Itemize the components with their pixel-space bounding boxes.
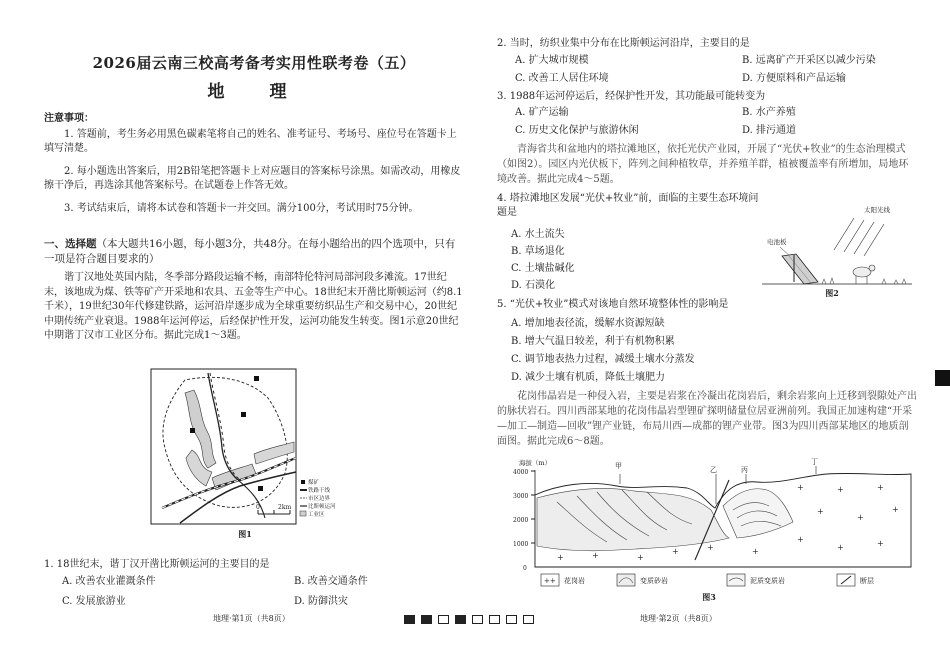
footer-left-page: 地理·第1页（共8页） [213, 614, 290, 623]
page-indicator-square [421, 615, 432, 624]
notice-item-3: 3. 考试结束后，请将本试卷和答题卡一并交回。满分100分，考试用时75分钟。 [64, 203, 419, 214]
point-yi: 乙 [710, 466, 717, 474]
page-indicator-square [489, 615, 500, 624]
svg-text:+: + [592, 551, 599, 560]
q1-option-c: C. 发展旅游业 [62, 596, 126, 607]
figure-1-caption: 图1 [238, 529, 252, 539]
svg-text:+: + [797, 535, 804, 544]
ytick-4000: 4000 [513, 469, 529, 476]
figure-3-caption: 图3 [702, 592, 716, 602]
legend-city-boundary: 市区边界 [308, 496, 331, 502]
figure-1-map [150, 368, 350, 528]
legend-meta-sandstone: 变质砂岩 [640, 577, 668, 585]
passage-1: 谐丁汉地处英国内陆，冬季部分路段运输不畅，南部特伦特河局部河段多滩流。17世纪末，该地成为煤、铁等矿产开采地和农具、五金等生产中心。18世纪末开凿比斯顿运河（约8.1千米），19世纪30年代修建铁路，运河沿岸逐步成为全球重要纺织品生产和交易中心，20世纪中期传统产业衰退。1988年运河停运，后经保护性开发，运河功能发生转变。图1示意20世纪中期谐丁汉市工业区分布。据此完成1～3题。 [44, 272, 463, 341]
q4-option-a: A. 水土流失 [511, 229, 565, 240]
point-ding: 丁 [811, 458, 818, 466]
q2-option-b: B. 远离矿产开采区以减少污染 [742, 55, 876, 66]
exam-title: 2026届云南三校高考备考实用性联考卷（五） [92, 54, 416, 72]
legend-railway: 铁路干线 [308, 488, 331, 494]
q3-option-b: B. 水产养殖 [742, 107, 796, 118]
notice-heading: 注意事项： [44, 113, 94, 124]
fig3-ylabel: 海拔（m） [519, 459, 552, 467]
q5-option-d: D. 减少土壤有机质，降低土壤肥力 [511, 372, 666, 383]
notice-item-1: 1. 答题前，考生务必用黑色碳素笔将自己的姓名、准考证号、考场号、座位号在答题卡上填写清楚。 [44, 129, 457, 154]
svg-text:+: + [817, 507, 824, 516]
q4-option-d: D. 石漠化 [511, 280, 556, 291]
q3-option-a: A. 矿产运输 [515, 107, 569, 118]
figure-2-diagram [762, 200, 912, 290]
footer-right-page: 地理·第2页（共8页） [640, 614, 717, 623]
q3-option-d: D. 排污通道 [742, 125, 797, 136]
legend-granite: 花岗岩 [564, 577, 585, 585]
q1-option-d: D. 防御洪灾 [294, 596, 349, 607]
svg-text:+: + [672, 547, 679, 556]
svg-text:+: + [892, 505, 899, 514]
sunlight-label: 太阳光线 [864, 206, 890, 214]
q4-stem: 4. 塔拉滩地区发展“光伏+牧业”前，面临的主要生态环境问题是 [497, 193, 759, 218]
passage-3: 花岗伟晶岩是一种侵入岩，主要是岩浆在冷凝出花岗岩后，剩余岩浆向上迁移到裂隙处产出的脉状岩石。四川西部某地的花岗伟晶岩型锂矿探明储量位居亚洲前列。我国正加速构建“开采—加工—制造—回收”锂产业链，布局川西—成都的锂产业带。图3为四川西部某地区的地质剖面图。据此完成6～8题。 [497, 391, 917, 447]
q5-stem: 5. “光伏+牧业”模式对该地自然环境整体性的影响是 [497, 299, 729, 310]
ytick-1000: 1000 [513, 541, 529, 548]
figure-3-cross-section [497, 450, 917, 602]
svg-text:+: + [857, 513, 864, 522]
q2-option-c: C. 改善工人居住环境 [515, 73, 609, 84]
ytick-2000: 2000 [513, 517, 529, 524]
svg-text:++: ++ [544, 577, 556, 585]
svg-text:+: + [837, 485, 844, 494]
legend-coal: 煤矿 [308, 480, 320, 486]
q5-option-b: B. 增大气温日较差，利于有机物积累 [511, 336, 675, 347]
subject-title: 地 理 [207, 82, 301, 102]
panel-label: 电池板 [767, 238, 787, 246]
q4-option-b: B. 草场退化 [511, 246, 565, 257]
svg-text:+: + [557, 553, 564, 562]
passage-2: 青海省共和盆地内的塔拉滩地区，依托光伏产业园，开展了“光伏+牧业”的生态治理模式（如图2）。园区内光伏板下，阵列之间种植牧草，并养殖羊群，植被覆盖率有所增加，局地环境改善。据此完成4～5题。 [497, 144, 909, 185]
page-indicator-square [506, 615, 517, 624]
page-indicator-square [438, 615, 449, 624]
legend-fault: 断层 [860, 577, 874, 585]
q3-option-c: C. 历史文化保护与旅游休闲 [515, 125, 639, 136]
notice-item-2: 2. 每小题选出答案后，用2B铅笔把答题卡上对应题目的答案标号涂黑。如需改动，用橡皮擦干净后，再选涂其他答案标号。在试题卷上作答无效。 [44, 166, 461, 191]
q2-option-d: D. 方便原料和产品运输 [742, 73, 847, 84]
section-heading: 一、选择题 [44, 238, 97, 250]
svg-text:+: + [837, 543, 844, 552]
q3-stem: 3. 1988年运河停运后，经保护性开发，其功能最可能转变为 [497, 91, 766, 102]
point-bing: 丙 [741, 466, 748, 474]
side-marker [935, 370, 950, 386]
svg-text:+: + [637, 553, 644, 562]
page-indicator-square [404, 615, 415, 624]
svg-text:+: + [877, 483, 884, 492]
ytick-0: 0 [523, 565, 527, 572]
legend-meta-mudstone: 泥质变质岩 [750, 577, 785, 585]
page-indicator-square [472, 615, 483, 624]
q5-option-a: A. 增加地表径流，缓解水资源短缺 [511, 318, 665, 329]
page-indicator-square [523, 615, 534, 624]
svg-text:+: + [707, 543, 714, 552]
q4-option-c: C. 土壤盐碱化 [511, 263, 575, 274]
q5-option-c: C. 调节地表热力过程，减缓土壤水分蒸发 [511, 354, 695, 365]
scale-zero: 0 [256, 504, 260, 511]
svg-text:+: + [752, 547, 759, 556]
page-indicator-square [455, 615, 466, 624]
q2-stem: 2. 当时，纺织业集中分布在比斯顿运河沿岸，主要目的是 [497, 38, 750, 49]
point-jia: 甲 [615, 462, 622, 470]
svg-text:+: + [797, 483, 804, 492]
q2-option-a: A. 扩大城市规模 [515, 55, 589, 66]
legend-canal: 比斯顿运河 [308, 504, 336, 510]
legend-industrial: 工业区 [308, 512, 325, 518]
q1-stem: 1. 18世纪末，谐丁汉开凿比斯顿运河的主要目的是 [44, 559, 270, 570]
section-heading-block [44, 237, 464, 267]
q1-option-a: A. 改善农业灌溉条件 [62, 576, 156, 587]
scale-label: 2km [278, 504, 292, 511]
ytick-3000: 3000 [513, 493, 529, 500]
section-desc: （本大题共16小题，每小题3分，共48分。在每小题给出的四个选项中，只有一项是符合题目要求的） [44, 238, 456, 265]
figure-2-caption: 图2 [825, 288, 839, 298]
q1-option-b: B. 改善交通条件 [294, 576, 368, 587]
svg-text:+: + [877, 539, 884, 548]
